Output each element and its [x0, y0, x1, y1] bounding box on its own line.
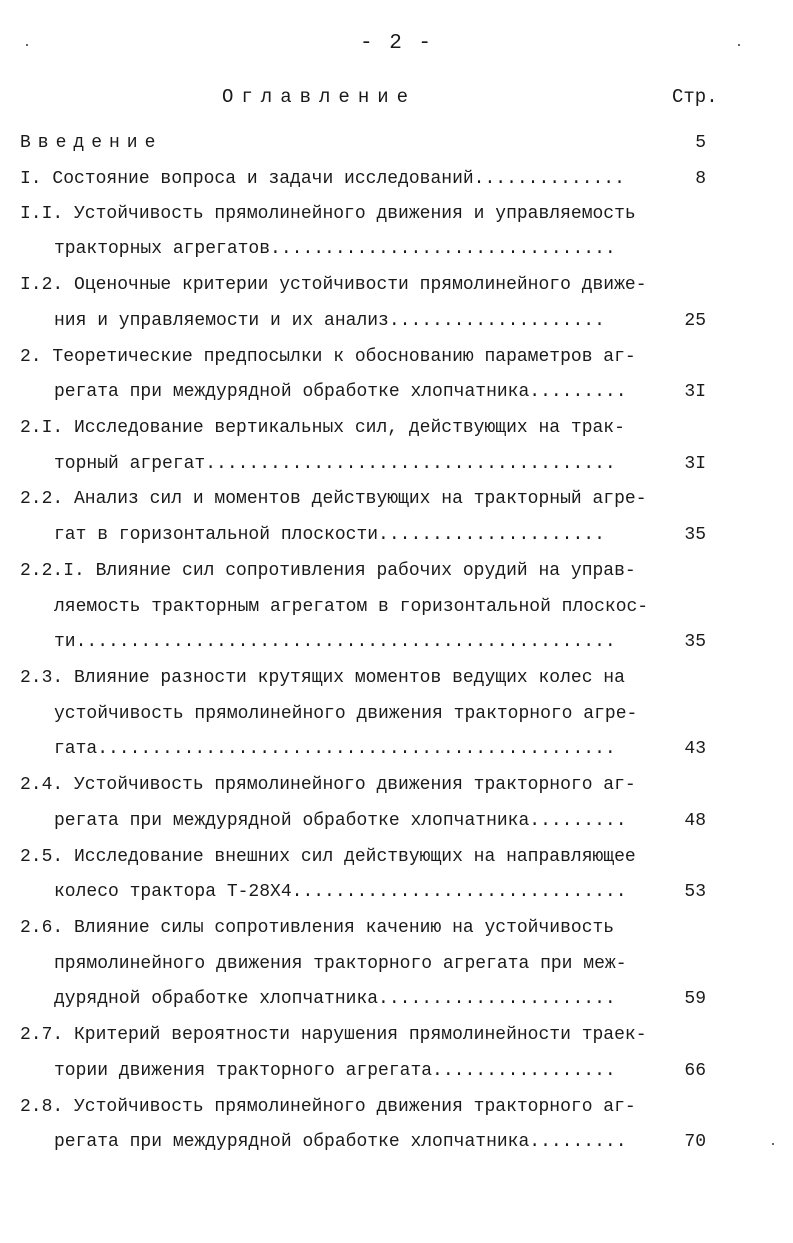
toc-entry-page: 35: [684, 632, 706, 652]
toc-entry-text: 2. Теоретические предпосылки к обоснованию параметров аг-: [20, 347, 636, 367]
toc-entry: [20, 806, 780, 836]
toc-entry-page: 25: [684, 311, 706, 331]
toc-entry: [20, 199, 780, 229]
toc-entry: [20, 377, 780, 407]
toc-entry-text: тории движения тракторного агрегата.................: [54, 1061, 616, 1081]
toc-entry: [20, 306, 780, 336]
toc-entry-text: ния и управляемости и их анализ....................: [54, 311, 605, 331]
toc-entry: [20, 949, 780, 979]
toc-entry-page: 8: [695, 169, 706, 189]
toc-entry-text: колесо трактора Т-28Х4...............................: [54, 882, 627, 902]
toc-entry-text: гата................................................: [54, 739, 616, 759]
toc-entry: [20, 270, 780, 300]
toc-entry-text: 2.4. Устойчивость прямолинейного движения тракторного аг-: [20, 775, 636, 795]
toc-entry-text: 2.7. Критерий вероятности нарушения прямолинейности траек-: [20, 1025, 647, 1045]
toc-entry-page: 59: [684, 989, 706, 1009]
toc-entry-page: 70: [684, 1132, 706, 1152]
toc-entry: [20, 734, 780, 764]
toc-entry: [20, 770, 780, 800]
toc-entry-page: 43: [684, 739, 706, 759]
toc-entry-text: прямолинейного движения тракторного агрегата при меж-: [54, 954, 627, 974]
toc-entry: [20, 877, 780, 907]
toc-entry-text: гат в горизонтальной плоскости.....................: [54, 525, 605, 545]
toc-entry-page: 48: [684, 811, 706, 831]
toc-entry: [20, 699, 780, 729]
toc-entry-text: ляемость тракторным агрегатом в горизонтальной плоскос-: [54, 597, 649, 617]
toc-entry: [20, 342, 780, 372]
toc-entry-page: 66: [684, 1061, 706, 1081]
toc-entry-text: ти..................................................: [54, 632, 616, 652]
toc-entry-text: 2.2. Анализ сил и моментов действующих на тракторный агре-: [20, 489, 647, 509]
toc-entry-text: регата при междурядной обработке хлопчатника.........: [54, 382, 627, 402]
toc-entry-text: 2.I. Исследование вертикальных сил, действующих на трак-: [20, 418, 625, 438]
toc-title: Оглавление: [222, 86, 417, 108]
toc-entry-page: 53: [684, 882, 706, 902]
toc-entry-text: регата при междурядной обработке хлопчатника.........: [54, 1132, 627, 1152]
toc-entry-text: торный агрегат......................................: [54, 454, 616, 474]
toc-entry-text: 2.2.I. Влияние сил сопротивления рабочих орудий на управ-: [20, 561, 636, 581]
toc-entry: [20, 128, 780, 158]
page-column-header: Стр.: [672, 86, 718, 108]
toc-entry: [20, 1092, 780, 1122]
toc-entry: [20, 913, 780, 943]
toc-entry: [20, 984, 780, 1014]
toc-entry: [20, 663, 780, 693]
toc-entry-text: регата при междурядной обработке хлопчатника.........: [54, 811, 627, 831]
toc-entry-text: Введение: [20, 133, 163, 153]
toc-entry-page: 3I: [684, 382, 706, 402]
toc-entry-text: 2.5. Исследование внешних сил действующих на направляющее: [20, 847, 636, 867]
toc-entry: [20, 627, 780, 657]
toc-entry-text: I. Состояние вопроса и задачи исследований..............: [20, 169, 625, 189]
toc-entry: [20, 1056, 780, 1086]
toc-entry-page: 3I: [684, 454, 706, 474]
page-number: - 2 -: [359, 32, 433, 55]
toc-entry-text: 2.8. Устойчивость прямолинейного движения тракторного аг-: [20, 1097, 636, 1117]
toc-entry: [20, 592, 780, 622]
toc-entry: [20, 234, 780, 264]
toc-entry-text: I.I. Устойчивость прямолинейного движения и управляемость: [20, 204, 636, 224]
toc-entry: [20, 413, 780, 443]
toc-entry-text: устойчивость прямолинейного движения тракторного агре-: [54, 704, 638, 724]
toc-entry-page: 5: [695, 133, 706, 153]
toc-entry-page: 35: [684, 525, 706, 545]
toc-entry-text: 2.3. Влияние разности крутящих моментов ведущих колес на: [20, 668, 625, 688]
toc-entry-text: тракторных агрегатов................................: [54, 239, 616, 259]
toc-entry: [20, 556, 780, 586]
toc-entry-text: 2.6. Влияние силы сопротивления качению на устойчивость: [20, 918, 615, 938]
toc-entry-text: I.2. Оценочные критерии устойчивости прямолинейного движе-: [20, 275, 647, 295]
toc-entry: [20, 1127, 780, 1157]
toc-entry: [20, 1020, 780, 1050]
toc-entry: [20, 484, 780, 514]
toc-entry: [20, 164, 780, 194]
toc-entry: [20, 449, 780, 479]
toc-entry: [20, 842, 780, 872]
toc-entry-text: дурядной обработке хлопчатника......................: [54, 989, 616, 1009]
toc-entry: [20, 520, 780, 550]
